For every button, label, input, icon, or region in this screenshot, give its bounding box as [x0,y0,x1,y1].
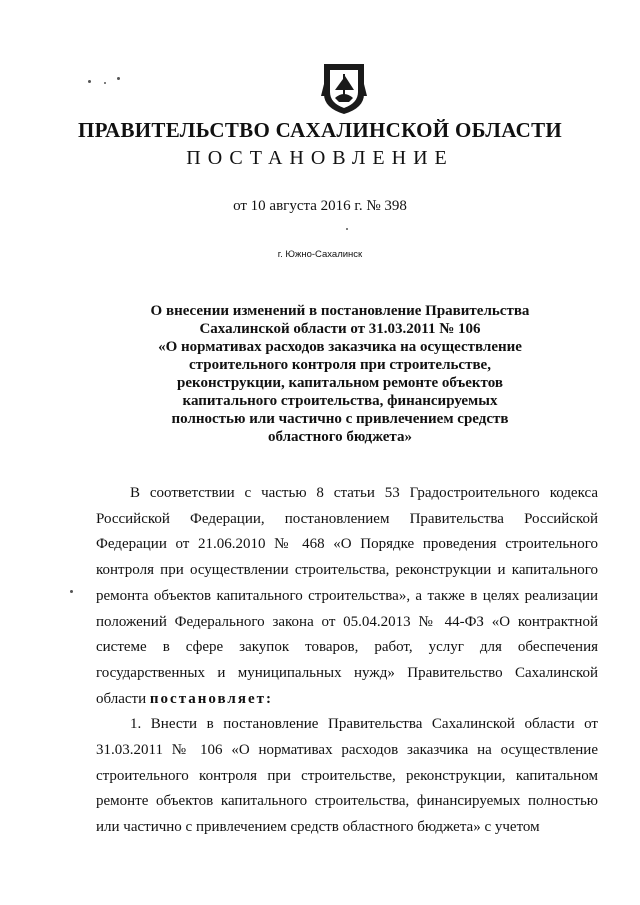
scan-speck [117,77,120,80]
title-line: областного бюджета» [268,429,412,445]
title-line: полностью или частично с привлечением средств [171,411,509,427]
resolves-keyword: постановляет: [149,690,273,707]
scan-speck [88,80,91,83]
coat-of-arms-emblem-icon [321,60,367,116]
preamble-paragraph [96,481,598,712]
title-line: Сахалинской области от 31.03.2011 № 106 [199,321,481,337]
preamble-text: В соответствии с частью 8 статьи 53 Градостроительного кодекса Российской Федерации, постановлением Правительства Российской Федерации от 21.06.2010 № 468 «О Порядке проведения строительного контроля при осуществлении строительства, реконструкции и капитального ремонта объектов капитального строительства», а также в целях реализации положений Федерального закона от 05.04.2013 № 44-ФЗ «О контрактной системе в сфере закупок товаров, работ, услуг для обеспечения государственных и муниципальных нужд» Правительство Сахалинской области [96,485,598,707]
city-label: г. Южно-Сахалинск [277,249,363,260]
scan-speck [104,82,106,84]
scan-speck [346,228,348,230]
organization-heading: ПРАВИТЕЛЬСТВО САХАЛИНСКОЙ ОБЛАСТИ [77,118,563,142]
document-title [140,302,540,446]
document-type-heading: ПОСТАНОВЛЕНИЕ [186,147,454,169]
title-line: реконструкции, капитальном ремонте объектов [177,375,503,391]
date-and-number: от 10 августа 2016 г. № 398 [233,198,407,214]
title-line: строительного контроля при строительстве, [189,357,491,373]
title-line: О внесении изменений в постановление Правительства [150,303,530,319]
document-body [96,481,598,841]
title-line: «О нормативах расходов заказчика на осуществление [158,339,522,355]
title-line: капитального строительства, финансируемых [182,393,498,409]
scan-speck [70,590,73,593]
clause-1-paragraph: 1. Внести в постановление Правительства Сахалинской области от 31.03.2011 № 106 «О нормативах расходов заказчика на осуществление строительного контроля при строительстве, реконструкции, капитальном ремонте объектов капитального строительства, финансируемых полностью или частично с привлечением средств областного бюджета» с учетом [96,716,598,836]
